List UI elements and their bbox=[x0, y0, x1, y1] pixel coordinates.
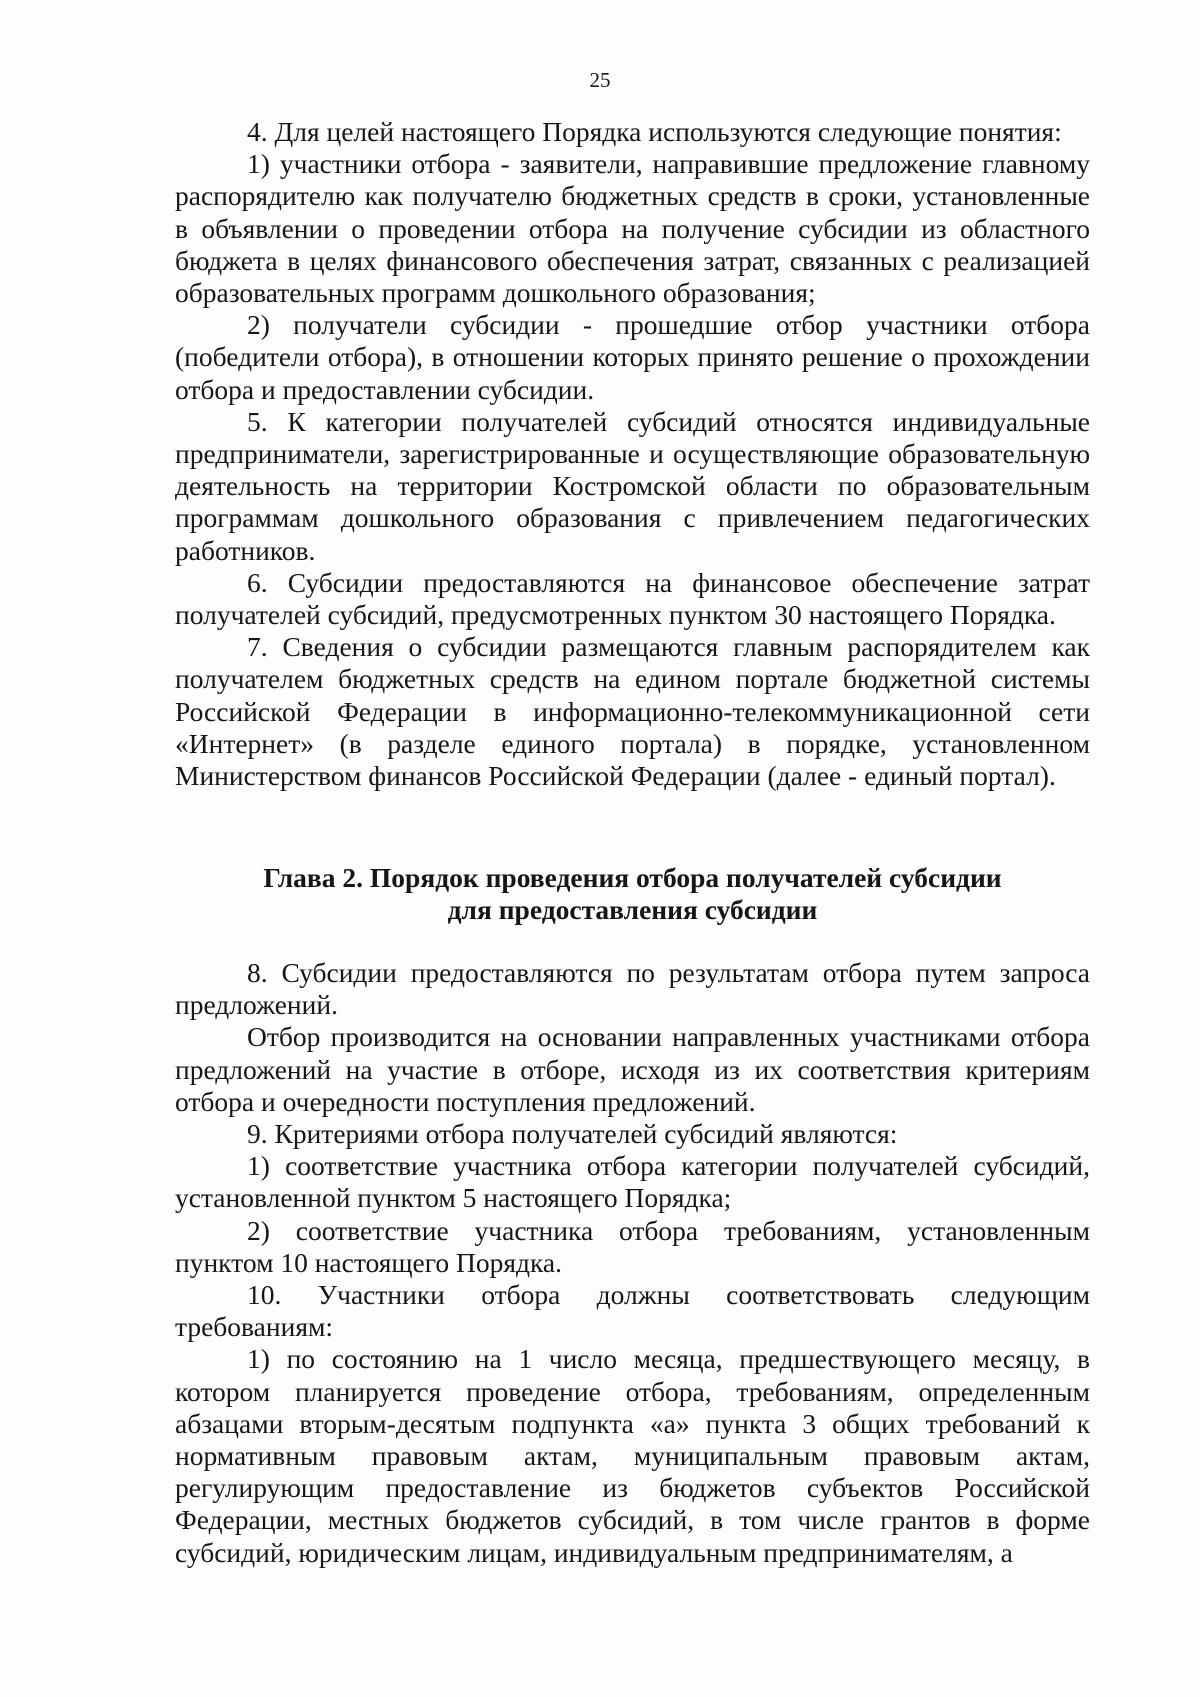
paragraph-10-1: 1) по состоянию на 1 число месяца, предшествующего месяцу, в котором планируется проведение отбора, требованиям, определенным абзацами вторым-десятым подпункта «а» пункта 3 общих требований к нормативным правовым актам, муниципальным правовым актам, регулирующим предоставление из бюджетов субъектов Российской Федерации, местных бюджетов субсидий, в том числе грантов в форме субсидий, юридическим лицам, индивидуальным предпринимателям, а bbox=[175, 1343, 1090, 1568]
paragraph-8-selection: Отбор производится на основании направленных участниками отбора предложений на участие в отборе, исходя из их соответствия критериям отбора и очередности поступления предложений. bbox=[175, 1021, 1090, 1117]
paragraph-5: 5. К категории получателей субсидий относятся индивидуальные предприниматели, зарегистрированные и осуществляющие образовательную деятельность на территории Костромской области по образовательным программам дошкольного образования с привлечением педагогических работников. bbox=[175, 405, 1090, 566]
chapter-heading-line-1: Глава 2. Порядок проведения отбора получателей субсидии bbox=[263, 862, 1002, 893]
paragraph-7: 7. Сведения о субсидии размещаются главным распорядителем как получателем бюджетных средств на едином портале бюджетной системы Российской Федерации в информационно-телекоммуникационной сети «Интернет» (в разделе единого портала) в порядке, установленном Министерством финансов Российской Федерации (далее - единый портал). bbox=[175, 631, 1090, 792]
paragraph-4-2: 2) получатели субсидии - прошедшие отбор участники отбора (победители отбора), в отношении которых принято решение о прохождении отбора и предоставлении субсидии. bbox=[175, 309, 1090, 405]
chapter-heading bbox=[175, 862, 1090, 926]
page-number: 25 bbox=[589, 68, 611, 92]
paragraph-4-1: 1) участники отбора - заявители, направившие предложение главному распорядителю как получателю бюджетных средств в сроки, установленные в объявлении о проведении отбора на получение субсидии из областного бюджета в целях финансового обеспечения затрат, связанных с реализацией образовательных программ дошкольного образования; bbox=[175, 148, 1090, 309]
paragraph-9-2: 2) соответствие участника отбора требованиям, установленным пунктом 10 настоящего Порядка. bbox=[175, 1214, 1090, 1278]
paragraph-10: 10. Участники отбора должны соответствовать следующим требованиям: bbox=[175, 1279, 1090, 1343]
section-selection-procedure bbox=[175, 957, 1090, 1569]
paragraph-6: 6. Субсидии предоставляются на финансовое обеспечение затрат получателей субсидий, предусмотренных пунктом 30 настоящего Порядка. bbox=[175, 566, 1090, 631]
section-general-provisions bbox=[175, 116, 1090, 792]
chapter-heading-line-2: для предоставления субсидии bbox=[447, 894, 818, 926]
paragraph-9: 9. Критериями отбора получателей субсидий являются: bbox=[247, 1118, 898, 1150]
paragraph-8: 8. Субсидии предоставляются по результатам отбора путем запроса предложений. bbox=[175, 957, 1090, 1021]
paragraph-9-1: 1) соответствие участника отбора категории получателей субсидий, установленной пунктом 5 настоящего Порядка; bbox=[175, 1150, 1090, 1214]
paragraph-4: 4. Для целей настоящего Порядка используются следующие понятия: bbox=[247, 116, 1062, 147]
